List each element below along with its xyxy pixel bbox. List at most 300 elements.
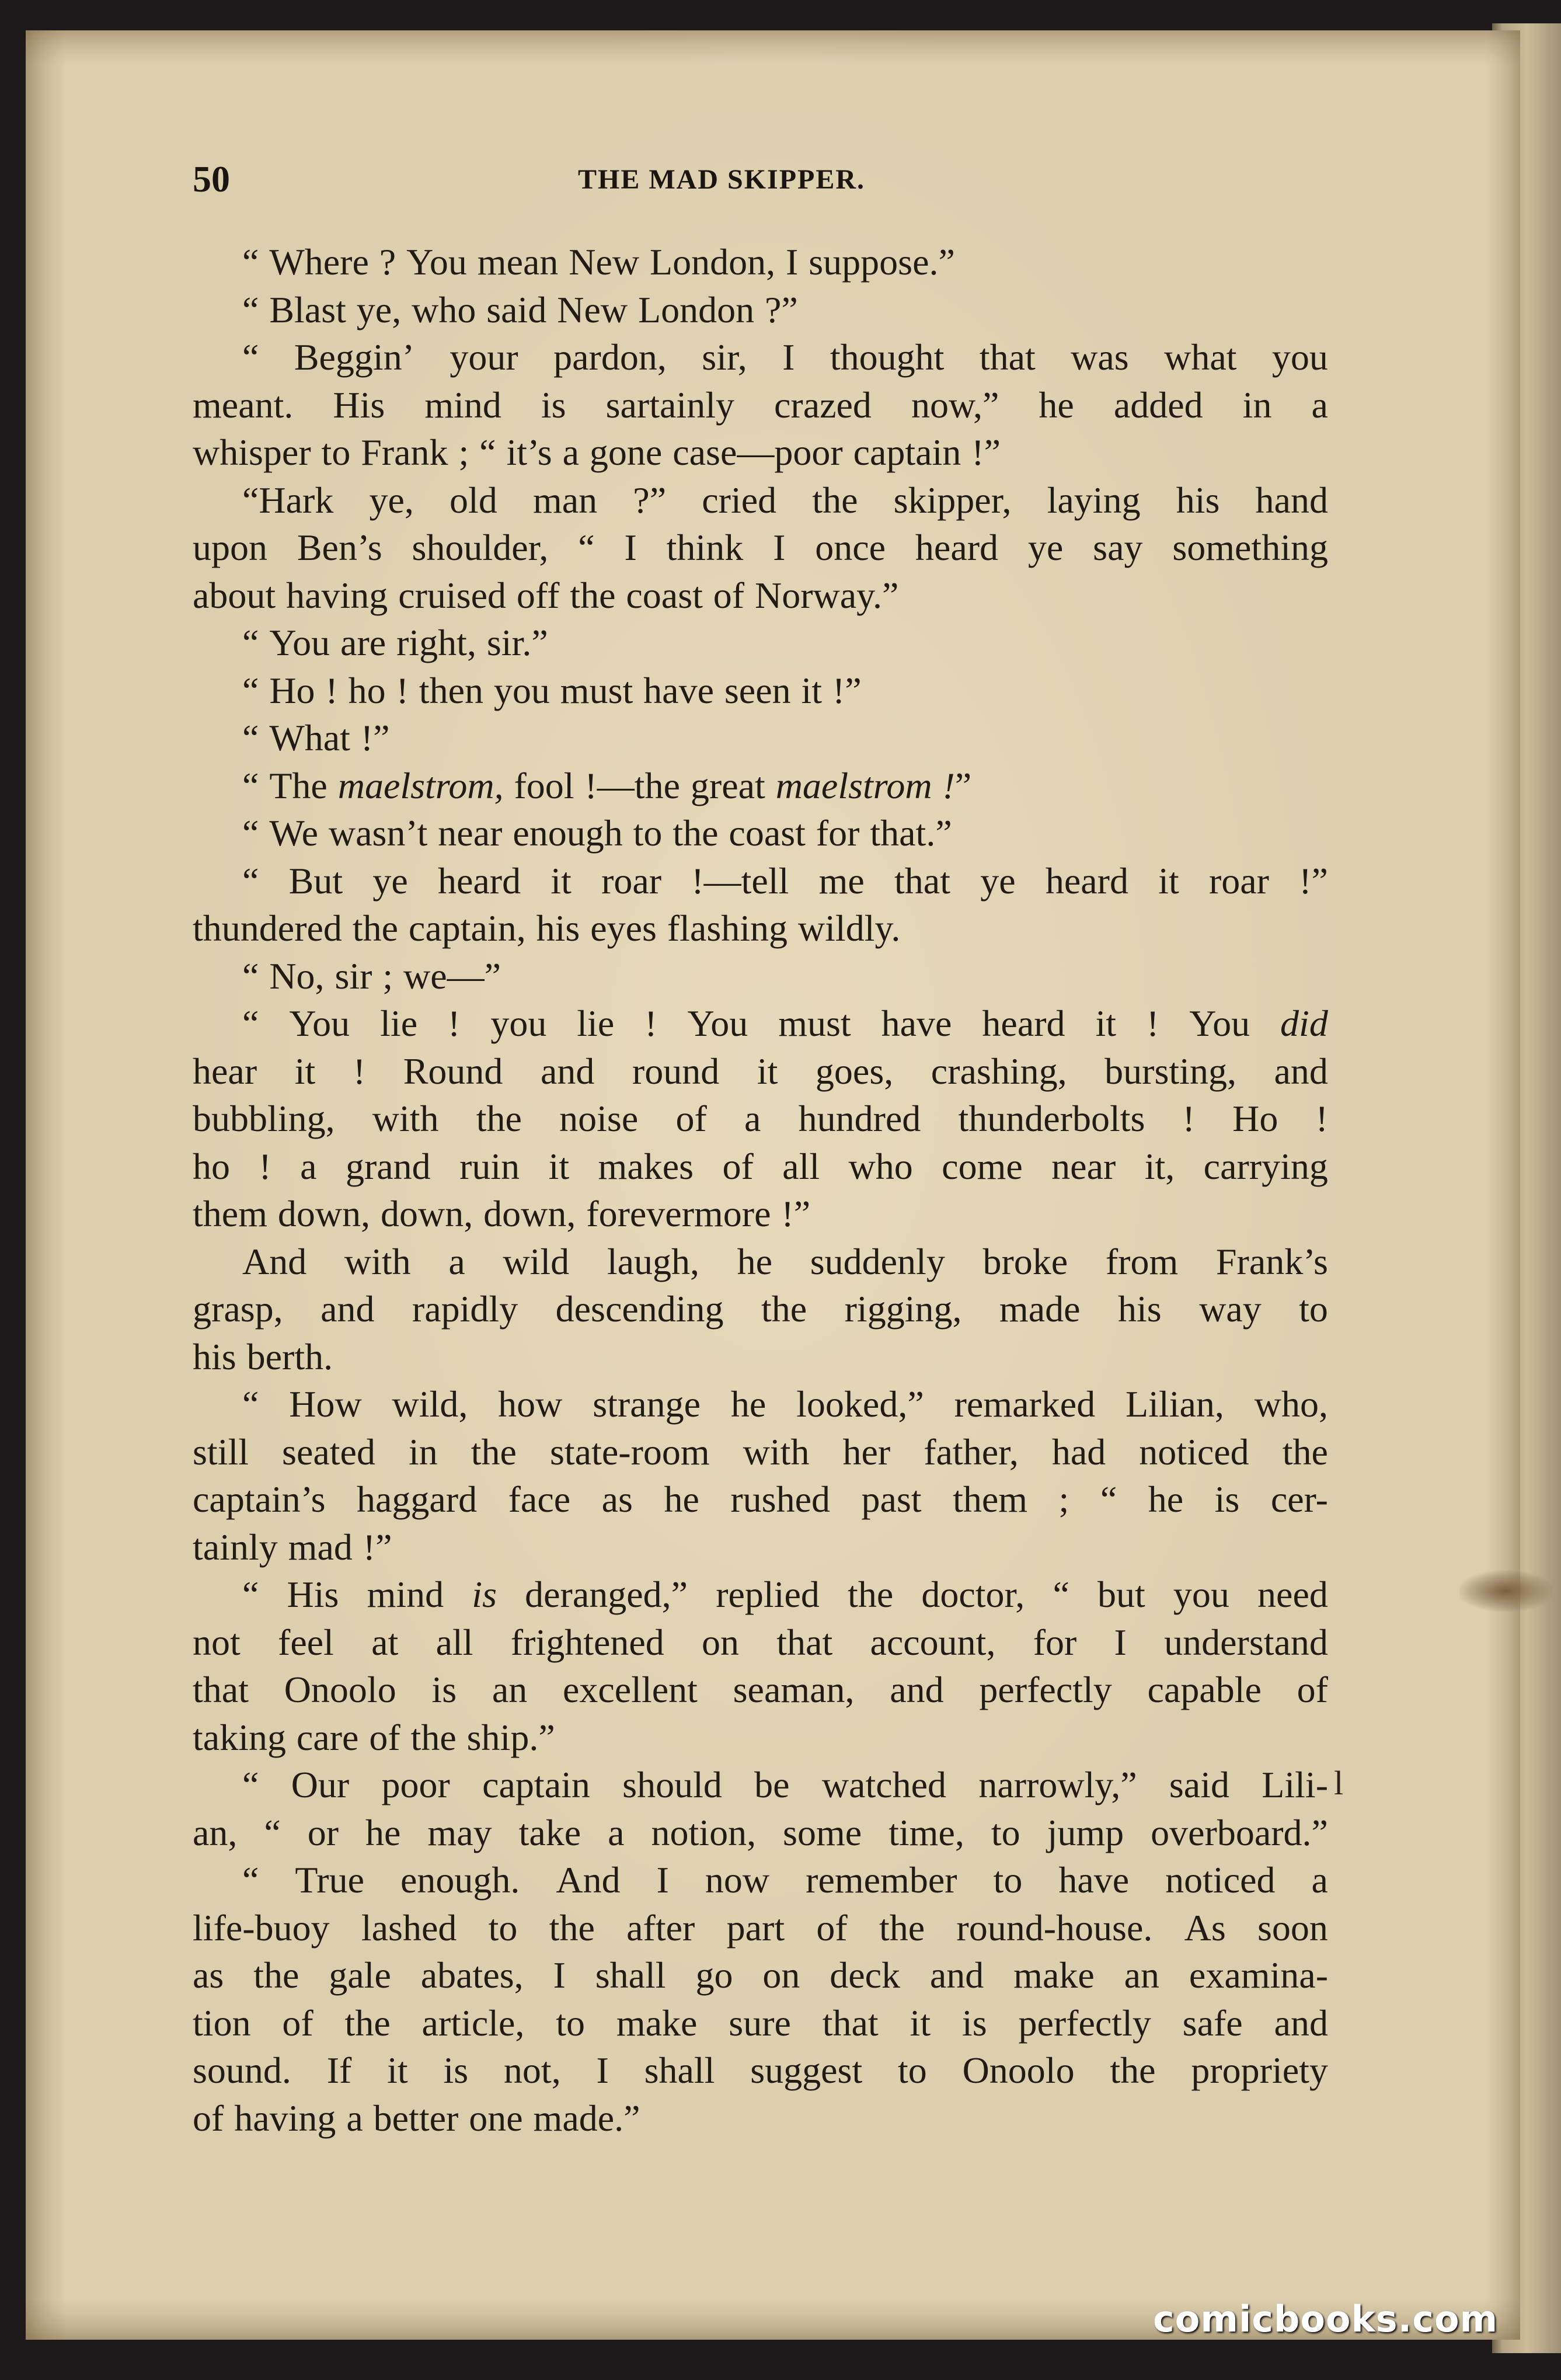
word: he [1039,384,1074,426]
word: And [242,1240,307,1282]
text-line [193,667,1328,715]
running-head: THE MAD SKIPPER. [578,164,866,195]
word: rigging, [844,1288,962,1330]
word: “ [242,241,259,283]
word: excellent [562,1669,698,1710]
word: you [493,669,550,711]
text-line [193,524,1328,572]
word: ho [348,669,386,711]
word: and [320,1288,375,1330]
word: from [1105,1240,1179,1282]
word: have [643,669,714,711]
text-line [193,1095,1328,1143]
word: have [1058,1859,1130,1901]
word: !” [363,1526,392,1568]
word: soon [1257,1906,1328,1948]
word: ye, [369,479,414,521]
word: a [1311,1859,1328,1901]
word: round-house. [956,1906,1153,1948]
word: wild, [392,1383,468,1425]
word: cer- [1270,1478,1328,1520]
word: doctor, [921,1574,1025,1615]
word: And [556,1859,621,1901]
word: hundred [798,1098,921,1139]
word: What [269,717,350,758]
word: I [656,1859,669,1901]
word: case—poor [673,432,843,473]
word: lie [380,1003,418,1044]
word: “ [264,1811,281,1853]
word: them [193,1193,267,1234]
word: Onoolo [284,1669,396,1710]
word: rapidly [412,1288,518,1330]
word: Round [403,1050,503,1092]
word: it [757,1050,778,1092]
word: it [387,2050,408,2091]
word: His [333,384,385,426]
word: Where [269,241,369,283]
text-line [193,572,1328,620]
word: “ [242,1859,259,1901]
word: enough [513,812,623,854]
word: are [340,622,386,663]
text-line [193,286,1328,334]
word: wasn’t [328,812,428,854]
word: “ [242,669,259,711]
word: ! [644,1003,657,1044]
word: ?” [764,288,798,330]
word: True [295,1859,364,1901]
word: replied [716,1574,820,1615]
word: gale [329,1954,391,1996]
word: who [412,288,476,330]
word: captain, [408,907,526,949]
word: the [476,1098,522,1139]
word: near [1051,1145,1116,1187]
watermark-logo: comicbooks.com [1153,2298,1499,2340]
word: abates, [420,1954,524,1996]
word: in [408,1431,438,1473]
word: heard [982,1003,1065,1044]
word: captain’s [193,1478,326,1520]
word: I [1114,1621,1127,1663]
word: I [553,1954,566,1996]
page-number: 50 [193,158,230,200]
text-line [193,1571,1328,1619]
word: the [761,1288,807,1330]
word: state-room [549,1431,710,1473]
word: the [253,1954,299,1996]
word: the [879,1906,925,1948]
word: sartainly [605,384,734,426]
word: for [1033,1621,1077,1663]
word: now [705,1859,770,1901]
text-line [193,333,1328,381]
word: how [498,1383,563,1425]
word: it [910,2002,931,2044]
word: heard [1045,860,1128,902]
word: suddenly [810,1240,945,1282]
word: better [373,2097,459,2139]
word: Norway.” [755,574,899,616]
text-line [193,381,1328,429]
word: noticed [1139,1431,1249,1473]
word: narrowly,” [978,1764,1137,1805]
word: makes [598,1145,694,1187]
word: mind [367,1574,444,1615]
word: to [556,2002,586,2044]
word: a [448,1240,465,1282]
word: pardon, [553,336,667,378]
word: that [776,1621,833,1663]
word: care [296,1716,359,1758]
word: !” [971,432,1001,473]
word: me [818,860,865,902]
word: her [842,1431,891,1473]
word: sir.” [486,622,548,663]
word: seen [724,669,791,711]
word: on [702,1621,740,1663]
word: as [601,1478,633,1520]
text-line [193,1048,1328,1095]
word: “ [242,955,259,997]
word: it [294,1050,316,1092]
word: an, [193,1811,238,1853]
word: is [541,384,566,426]
word: them [953,1478,1028,1520]
word: goes, [815,1050,894,1092]
word: lashed [361,1906,457,1948]
word: with [344,1240,411,1282]
word: off [516,574,560,616]
text-line [193,1904,1328,1952]
text-line [193,857,1328,905]
word: propriety [1191,2050,1328,2091]
word: father, [924,1431,1019,1473]
word: deck [830,1954,900,1996]
word: ! [1315,1098,1328,1139]
word: face [508,1478,571,1520]
word: about [193,574,276,616]
word: berth. [246,1335,333,1377]
word: once [815,527,886,568]
word: carrying [1203,1145,1328,1187]
word: I [782,336,795,378]
word: said [1169,1764,1229,1805]
word: New [557,288,628,330]
word: descending [555,1288,724,1330]
page-header [193,158,1331,199]
word: ! [353,1050,366,1092]
word: a [562,432,579,473]
text-line [193,952,1328,1000]
text-line [193,1238,1328,1286]
word: I [786,241,799,283]
word: How [289,1383,362,1425]
text-line [193,429,1328,476]
word: that [822,2002,879,2044]
word: did [1280,1003,1328,1044]
word: his [193,1335,236,1377]
word: not [193,1621,241,1663]
word: with [372,1098,439,1139]
word: I [596,2050,609,2091]
word: it, [1144,1145,1175,1187]
word: and [1274,2002,1328,2044]
word: sir, [702,336,747,378]
word: down, [277,1193,371,1234]
word: be [754,1764,790,1805]
word: remember [806,1859,957,1901]
word: safe [1182,2002,1243,2044]
word: near [438,812,503,854]
word: captain [853,432,961,473]
word: must [778,1003,851,1044]
word: something [1172,527,1328,568]
word: past [861,1478,922,1520]
word: “ [242,288,259,330]
word: now,” [911,384,999,426]
word: the [344,2002,391,2044]
text-line [193,809,1328,857]
word: or [307,1811,339,1853]
text-line [193,1190,1328,1238]
word: account, [870,1621,996,1663]
word: !” [832,669,862,711]
word: ? [379,241,396,283]
word: all [782,1145,820,1187]
word: You [289,1003,350,1044]
text-line [193,1619,1328,1666]
word: Lili- [1262,1764,1328,1805]
word: jump [1047,1811,1124,1853]
word: haggard [356,1478,478,1520]
word: thundered [193,907,342,949]
word: a [300,1145,317,1187]
word: grand [345,1145,431,1187]
word: hear [193,1050,257,1092]
text-line [193,1714,1328,1762]
word: coast [626,574,703,616]
word: You [687,1003,748,1044]
word: noise [559,1098,639,1139]
word: “ [1053,1574,1069,1615]
word: enough. [400,1859,520,1901]
word: his [536,907,580,949]
text-line [193,2094,1328,2142]
word: roar [1208,860,1269,902]
word: old [450,479,497,521]
word: have [881,1003,952,1044]
word: “Hark [242,479,334,521]
word: I [773,527,786,568]
text-line [193,1380,1328,1428]
word: “ [1100,1478,1117,1520]
word: ye [372,860,408,902]
word: come [942,1145,1023,1187]
word: of [1297,1669,1328,1710]
word: still [193,1431,249,1473]
word: mind [424,384,501,426]
text-line [193,1809,1328,1857]
word: of [369,1716,400,1758]
word: made [999,1288,1081,1330]
word: bursting, [1104,1050,1236,1092]
word: remarked [954,1383,1096,1425]
text-line [193,619,1328,667]
text-line [193,1856,1328,1904]
word: “ [242,1383,259,1425]
word: London [637,288,755,330]
word: a [1311,384,1328,426]
text-line [193,1333,1328,1381]
text-line [193,1143,1328,1191]
word: His [287,1574,339,1615]
word: of [722,1145,754,1187]
word: was [1071,336,1129,378]
word: ! [325,669,338,711]
word: “ [242,860,259,902]
word: to [898,2050,927,2091]
word: “ [242,1764,259,1805]
word: and [1274,1050,1328,1092]
word: noticed [1165,1859,1276,1901]
word: ye [1027,527,1064,568]
word: it [550,860,572,902]
word: one [469,2097,523,2139]
word: bubbling, [193,1098,335,1139]
text-line [193,1523,1328,1571]
text-line [193,904,1328,952]
word: the [1110,2050,1156,2091]
word: what [1164,336,1237,378]
word: mad [288,1526,353,1568]
word: to [991,1811,1020,1853]
body-text [193,238,1328,2142]
text-line [193,1476,1328,1523]
word: ?” [633,479,667,521]
word: he [730,1383,766,1425]
word: meant. [193,384,294,426]
word: in [1242,384,1272,426]
word: skipper, [893,479,1012,521]
word: maelstrom [775,764,932,806]
word: your [450,336,518,378]
word: an [492,1669,528,1710]
word: the [352,907,398,949]
word: the [848,1574,894,1615]
word: “ [479,432,496,473]
word: must [560,669,633,711]
word: the [570,574,616,616]
word: captain [482,1764,590,1805]
word: is [1214,1478,1240,1520]
text-line [193,1000,1328,1048]
word: “ [578,527,595,568]
word: Frank [361,432,448,473]
word: You [1189,1003,1250,1044]
word: “ [242,336,259,378]
word: of [193,2097,224,2139]
word: cried [702,479,777,521]
word: Frank’s [1215,1240,1328,1282]
word: understand [1164,1621,1328,1663]
word: that [894,860,950,902]
word: go [695,1954,733,1996]
word: seated [282,1431,375,1473]
word: made.” [533,2097,640,2139]
word: You [269,622,330,663]
word: sure [729,2002,791,2044]
word: a [346,2097,363,2139]
word: flashing [667,907,788,949]
word: of [282,2002,313,2044]
word: “ [242,717,259,758]
word: ship.” [466,1716,555,1758]
word: “ [242,812,259,854]
word: laugh, [607,1240,699,1282]
word: having [234,2097,336,2139]
word: ! [259,1145,271,1187]
word: thought [830,336,945,378]
word: but [1097,1574,1145,1615]
word: think [666,527,744,568]
word: wildly. [797,907,901,949]
word: should [622,1764,722,1805]
word: the [471,1431,517,1473]
word: and [929,1954,984,1996]
word: and [540,1050,595,1092]
word: If [326,2050,352,2091]
word: perfectly [979,1669,1112,1710]
word: the [673,812,719,854]
word: of [675,1098,707,1139]
word: he [1148,1478,1184,1520]
word: I [624,527,637,568]
word: heard [915,527,999,568]
word: The [269,764,327,806]
word: !” [1299,860,1328,902]
word: it [548,1145,570,1187]
word: he [365,1811,401,1853]
word: that [193,1669,249,1710]
word: Blast [269,288,346,330]
text-line [193,238,1328,286]
word: it [1158,860,1179,902]
word: mean [477,241,559,283]
word: crashing, [931,1050,1067,1092]
word: then [419,669,483,711]
text-line [193,1428,1328,1476]
word: “ [242,1574,259,1615]
word: is [443,2050,469,2091]
word: you [1173,1574,1229,1615]
word: some [783,1811,862,1853]
word: grasp, [193,1288,283,1330]
word: not, [503,2050,561,2091]
word: Onoolo [962,2050,1075,2091]
word: all [435,1621,473,1663]
word: shall [644,2050,715,2091]
word: !” [781,1193,811,1234]
word: round [632,1050,720,1092]
word: rushed [730,1478,830,1520]
word: may [427,1811,492,1853]
word: it’s [506,432,552,473]
word: tainly [193,1526,278,1568]
word: an [1124,1954,1160,1996]
word: coast [729,812,806,854]
